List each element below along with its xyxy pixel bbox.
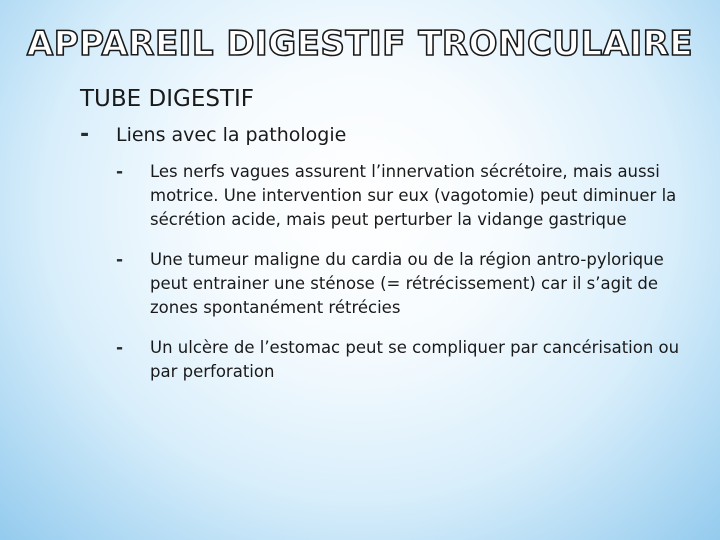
sub-bullet-text: Une tumeur maligne du cardia ou de la région antro-pylorique peut entrainer une sténose (= rétrécissement) car il s’agit de zones spontanément rétrécies	[150, 250, 664, 317]
bullet-marker: -	[116, 338, 124, 358]
slide-title: APPAREIL DIGESTIF TRONCULAIRE	[26, 24, 694, 64]
sub-bullet-text: Les nerfs vagues assurent l’innervation sécrétoire, mais aussi motrice. Une intervention sur eux (vagotomie) peut diminuer la sécrétion acide, mais peut perturber la vidange gastrique	[150, 162, 677, 229]
level1-bullet	[80, 122, 700, 147]
level1-bullet-text: Liens avec la pathologie	[116, 124, 347, 146]
bullet-marker: -	[80, 122, 90, 147]
section-heading: TUBE DIGESTIF	[80, 86, 255, 112]
bullet-marker: -	[116, 250, 124, 270]
sub-bullet-item	[116, 336, 696, 384]
sub-bullet-text: Un ulcère de l’estomac peut se compliquer par cancérisation ou par perforation	[150, 338, 680, 381]
bullet-marker: -	[116, 162, 124, 182]
sub-bullet-item	[116, 248, 696, 320]
sub-bullet-item	[116, 160, 696, 232]
sub-bullet-list	[116, 160, 696, 400]
